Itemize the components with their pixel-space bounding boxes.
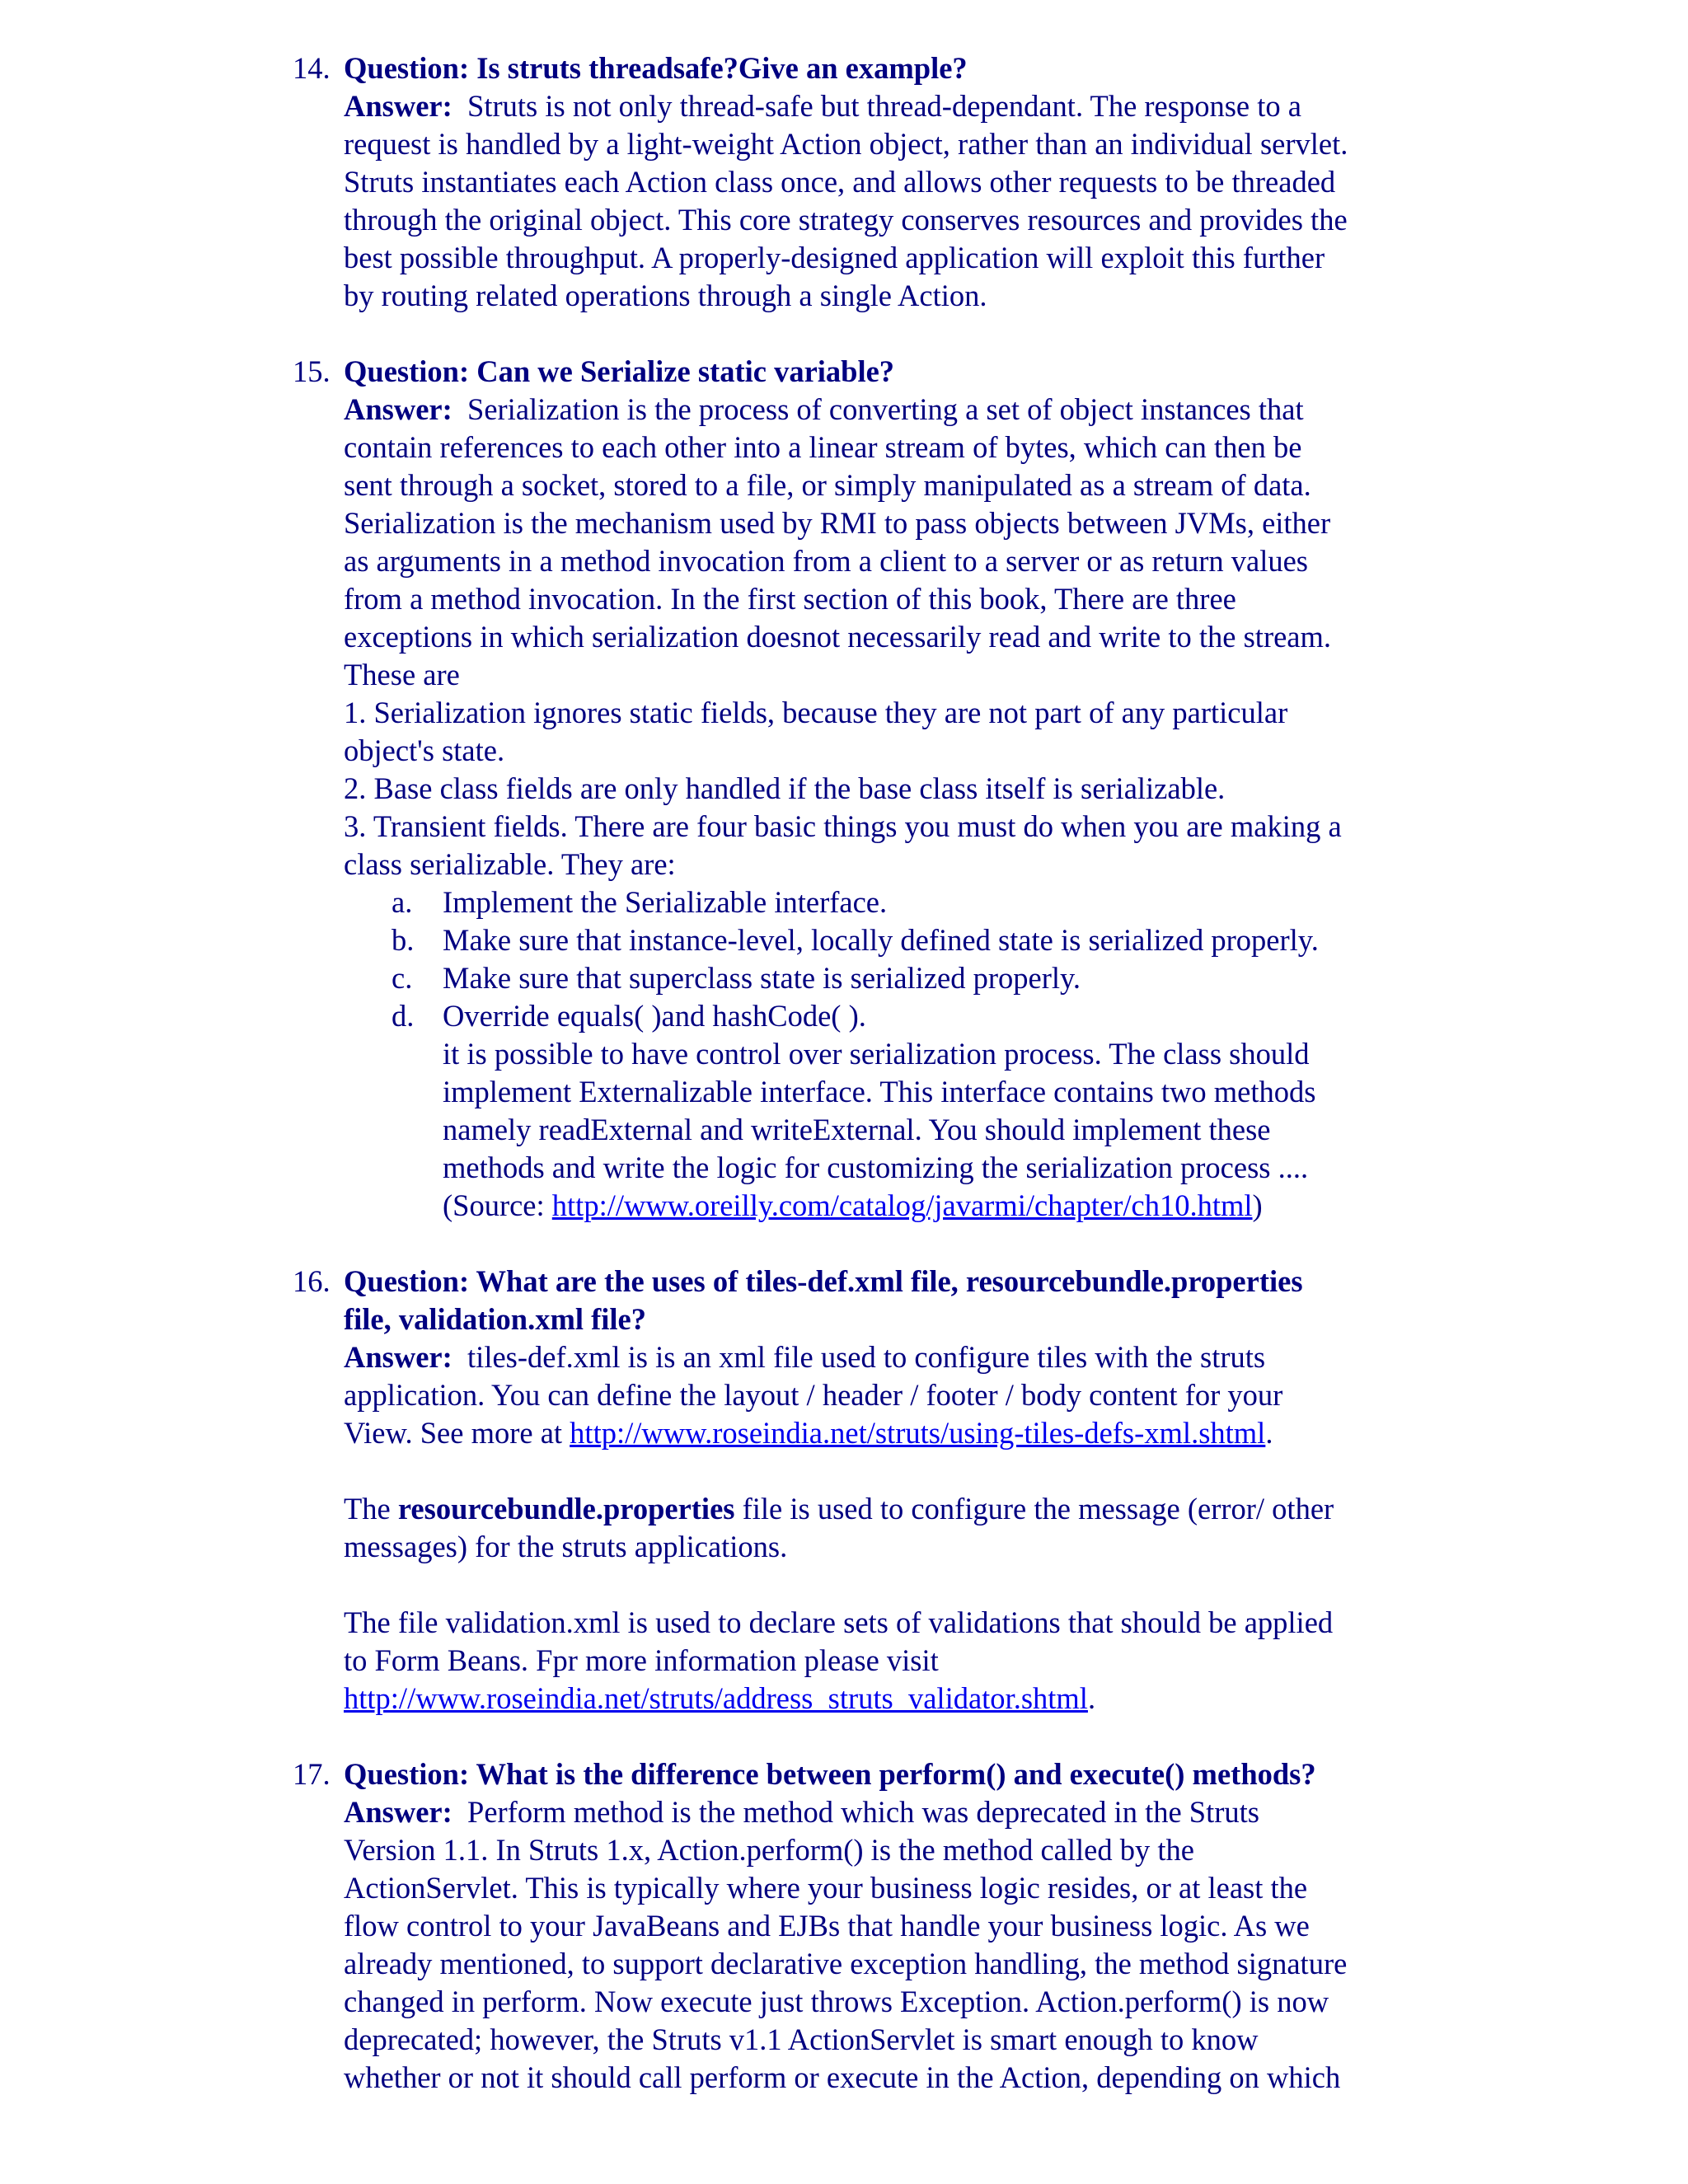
answer-text: sent through a socket, stored to a file, or simply manipulated as a stream of data. — [344, 468, 1311, 502]
paragraph-text: file is used to configure the message (error/ other — [734, 1492, 1334, 1526]
paragraph-line: The file validation.xml is used to declare sets of validations that should be applied — [344, 1605, 1334, 1639]
question-text: Question: Is struts threadsafe?Give an example? — [344, 51, 968, 85]
paragraph-line: methods and write the logic for customizing the serialization process .... — [443, 1151, 1309, 1184]
source-line — [344, 1187, 1430, 1225]
answer-text: application. You can define the layout / header / footer / body content for your — [344, 1378, 1283, 1412]
question-text: Question: Can we Serialize static variable? — [344, 354, 895, 388]
answer-text: Version 1.1. In Struts 1.x, Action.perform() is the method called by the — [344, 1833, 1194, 1867]
answer-text: through the original object. This core strategy conserves resources and provides the — [344, 203, 1348, 237]
answer-line — [344, 1338, 1430, 1376]
answer-text: These are — [344, 658, 460, 691]
see-more-suffix: . — [1265, 1416, 1273, 1450]
answer-text: Serialization is the process of converting a set of object instances that — [467, 392, 1304, 426]
paragraph-line — [344, 1490, 1430, 1528]
validator-link-line — [344, 1680, 1430, 1718]
list-marker: b. — [392, 923, 415, 957]
answer-text: from a method invocation. In the first section of this book, There are three — [344, 582, 1236, 616]
see-more-prefix: View. See more at — [344, 1416, 570, 1450]
list-item — [344, 883, 1430, 921]
answer-text: contain references to each other into a linear stream of bytes, which can then be — [344, 430, 1302, 464]
list-item — [344, 959, 1430, 997]
paragraph-line: it is possible to have control over serialization process. The class should — [443, 1037, 1310, 1071]
list-item — [344, 997, 1430, 1035]
answer-text: Serialization is the mechanism used by RMI to pass objects between JVMs, either — [344, 506, 1331, 540]
item-number: 15. — [293, 354, 331, 388]
answer-text: as arguments in a method invocation from a client to a server or as return values — [344, 544, 1308, 578]
answer-text: 1. Serialization ignores static fields, because they are not part of any particular — [344, 696, 1288, 729]
paragraph-gap — [344, 1452, 1430, 1490]
answer-text: exceptions in which serialization doesnot necessarily read and write to the stream. — [344, 620, 1332, 654]
answer-label: Answer: — [344, 89, 452, 123]
qa-item-17 — [293, 1755, 1430, 2097]
answer-label: Answer: — [344, 392, 452, 426]
paragraph-line: messages) for the struts applications. — [344, 1530, 788, 1563]
answer-line — [344, 87, 1430, 125]
link-suffix: . — [1087, 1681, 1096, 1715]
answer-text: best possible throughput. A properly-designed application will exploit this further — [344, 241, 1325, 274]
list-item-text: Make sure that superclass state is serialized properly. — [443, 961, 1081, 995]
item-number: 17. — [293, 1757, 331, 1791]
answer-text: Struts instantiates each Action class once, and allows other requests to be threaded — [344, 165, 1336, 199]
question-text: file, validation.xml file? — [344, 1302, 646, 1336]
answer-text: object's state. — [344, 733, 505, 767]
answer-text: 2. Base class fields are only handled if the base class itself is serializable. — [344, 771, 1226, 805]
answer-text: changed in perform. Now execute just throws Exception. Action.perform() is now — [344, 1985, 1329, 2018]
qa-item-15 — [293, 353, 1430, 1225]
answer-text: Struts is not only thread-safe but thread-dependant. The response to a — [467, 89, 1301, 123]
list-item-text: Make sure that instance-level, locally defined state is serialized properly. — [443, 923, 1319, 957]
answer-text: Perform method is the method which was deprecated in the Struts — [467, 1795, 1259, 1829]
validator-link[interactable]: http://www.roseindia.net/struts/address_struts_validator.shtml — [344, 1681, 1088, 1715]
answer-text: tiles-def.xml is is an xml file used to configure tiles with the struts — [467, 1340, 1266, 1374]
item-number: 16. — [293, 1264, 331, 1298]
answer-text: request is handled by a light-weight Action object, rather than an individual servlet. — [344, 127, 1348, 161]
paragraph-gap — [344, 1566, 1430, 1604]
list-marker: c. — [392, 961, 413, 995]
tiles-defs-link[interactable]: http://www.roseindia.net/struts/using-tiles-defs-xml.shtml — [570, 1416, 1266, 1450]
answer-line — [344, 391, 1430, 429]
answer-text: flow control to your JavaBeans and EJBs that handle your business logic. As we — [344, 1909, 1310, 1943]
answer-text: by routing related operations through a single Action. — [344, 279, 987, 312]
paragraph-prefix: The — [344, 1492, 398, 1526]
qa-item-14 — [293, 49, 1430, 315]
list-marker: d. — [392, 999, 415, 1033]
list-item-text: Override equals( )and hashCode( ). — [443, 999, 866, 1033]
paragraph-line: to Form Beans. Fpr more information please visit — [344, 1643, 939, 1677]
source-prefix: (Source: — [443, 1188, 552, 1222]
answer-text: deprecated; however, the Struts v1.1 ActionServlet is smart enough to know — [344, 2022, 1259, 2056]
paragraph-line: namely readExternal and writeExternal. You should implement these — [443, 1113, 1271, 1146]
answer-text: class serializable. They are: — [344, 847, 676, 881]
answer-text: 3. Transient fields. There are four basic things you must do when you are making a — [344, 809, 1342, 843]
answer-text: whether or not it should call perform or execute in the Action, depending on which — [344, 2060, 1341, 2094]
answer-label: Answer: — [344, 1340, 452, 1374]
answer-text: already mentioned, to support declarative exception handling, the method signature — [344, 1947, 1348, 1980]
list-marker: a. — [392, 885, 413, 919]
see-more-line — [344, 1414, 1430, 1452]
source-link[interactable]: http://www.oreilly.com/catalog/javarmi/chapter/ch10.html — [551, 1188, 1253, 1222]
question-text: Question: What is the difference between perform() and execute() methods? — [344, 1757, 1316, 1791]
paragraph-line: implement Externalizable interface. This interface contains two methods — [443, 1075, 1316, 1108]
list-item — [344, 921, 1430, 959]
qa-item-16 — [293, 1263, 1430, 1718]
list-item-text: Implement the Serializable interface. — [443, 885, 888, 919]
question-text: Question: What are the uses of tiles-def.xml file, resourcebundle.properties — [344, 1264, 1303, 1298]
answer-line — [344, 1793, 1430, 1831]
file-name: resourcebundle.properties — [397, 1492, 735, 1526]
source-suffix: ) — [1252, 1188, 1263, 1222]
answer-text: ActionServlet. This is typically where your business logic resides, or at least the — [344, 1871, 1308, 1905]
item-number: 14. — [293, 51, 331, 85]
answer-label: Answer: — [344, 1795, 452, 1829]
